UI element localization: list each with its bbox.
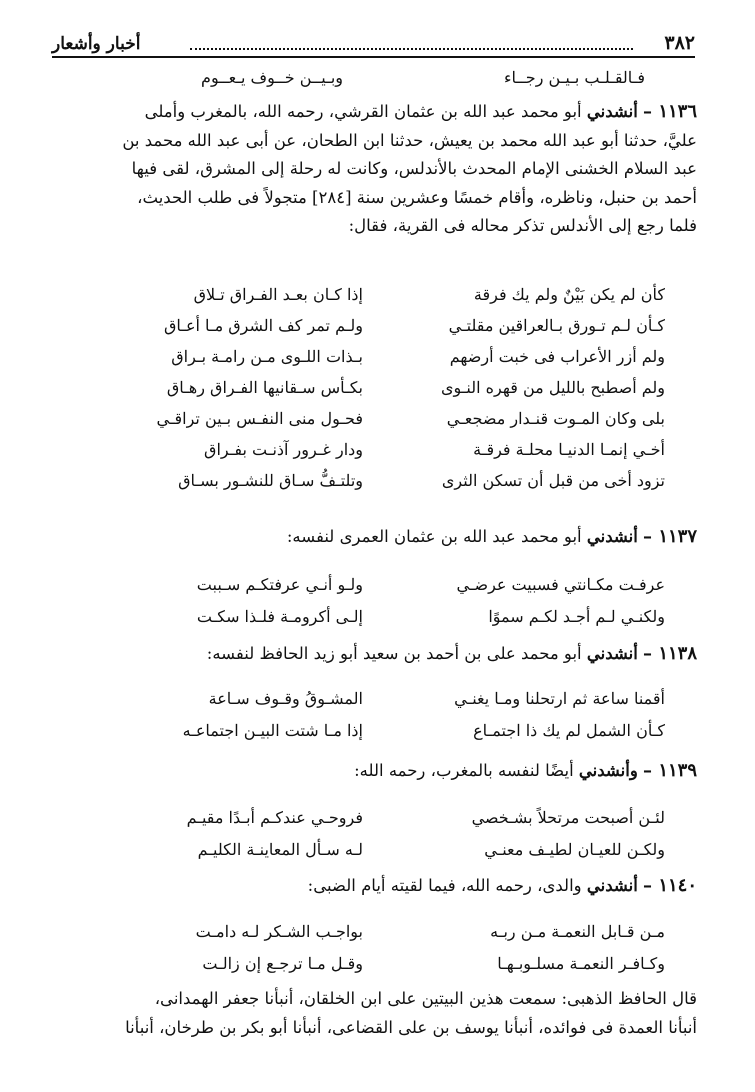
- verse-second-hemistich: إلـى أكرومـة فلـذا سكـت: [196, 607, 363, 626]
- page-number: ٣٨٢: [664, 32, 695, 54]
- verse-second-hemistich: بكـأس سـقانيها الفـراق رهـاق: [166, 378, 363, 397]
- verse-line: [105, 570, 665, 599]
- dotted-leader: [190, 48, 633, 50]
- verse-line: [105, 716, 665, 745]
- verse-second-hemistich: بواجـب الشـكر لـه دامـت: [195, 922, 363, 941]
- verse-first-hemistich: ولم أصطبح بالليل من قهره النـوى: [440, 378, 665, 397]
- entry-1138-poem: [105, 684, 665, 745]
- verse-line: [105, 917, 665, 946]
- verse-line: [105, 466, 665, 495]
- verse-line: [105, 435, 665, 464]
- paragraph-line: عليَّ، حدثنا أبو عبد الله محمد بن يعيش، حدثنا ابن الطحان، عن أبى عبد الله محمد بن: [122, 130, 697, 150]
- entry-lead-word: أنشدني: [586, 102, 638, 121]
- verse-second-hemistich: ولـم تمر كف الشرق مـا أعـاق: [163, 316, 363, 335]
- paragraph-line: قال الحافظ الذهبى: سمعت هذين البيتين على ابن الخلقان، أنبأنا جعفر الهمدانى،: [154, 989, 697, 1008]
- verse-line: [85, 63, 645, 92]
- entry-1140-poem: [105, 917, 665, 978]
- verse-first-hemistich: ولكـن للعيـان لطيـف معنـي: [484, 840, 665, 859]
- verse-line: [105, 311, 665, 340]
- entry-1139-heading: [56, 757, 697, 786]
- entry-1138-heading: [56, 640, 697, 669]
- entry-number: ١١٣٧ –: [643, 526, 697, 547]
- entry-lead-word: أنشدني: [586, 644, 638, 663]
- verse-first-hemistich: كأن لم يكن بَيْنٌ ولم يك فرقة: [473, 285, 665, 304]
- verse-second-hemistich: وقـل مـا ترجـع إن زالـت: [202, 954, 363, 973]
- paragraph-line: ١١٣٧ – أنشدني أبو محمد عبد الله بن عثمان العمرى لنفسه:: [286, 526, 697, 547]
- verse-first-hemistich: كـأن لـم تـورق بـالعراقين مقلتـي: [448, 316, 665, 335]
- top-verse: [85, 63, 645, 92]
- entry-lead-word: وأنشدني: [578, 761, 638, 780]
- verse-line: [105, 280, 665, 309]
- entry-1137-poem: [105, 570, 665, 631]
- paragraph-line: أنبأنا العمدة فى فوائده، أنبأنا يوسف بن على القضاعى، أنبأنا أبو بكر بن طرخان، أنبأنا: [125, 1017, 697, 1037]
- verse-second-hemistich: بـذات اللـوى مـن رامـة بـراق: [171, 347, 363, 366]
- verse-first-hemistich: عرفـت مكـانتي فسبيت عرضـي: [456, 575, 665, 594]
- verse-second-hemistich: لـه سـأل المعاينـة الكليـم: [197, 840, 363, 859]
- verse-second-hemistich: فروحـي عندكـم أبـدًا مقيـم: [186, 808, 363, 827]
- verse-second-hemistich: ودار غـرور آذنـت بفـراق: [204, 440, 363, 459]
- entry-number: ١١٤٠ –: [643, 875, 697, 896]
- paragraph-line: أحمد بن حنبل، وناظره، وأقام خمسًا وعشرين سنة [٢٨٤] متجولاً فى طلب الحديث،: [137, 187, 697, 207]
- verse-first-hemistich: مـن قـابل النعمـة مـن ربـه: [490, 922, 665, 941]
- verse-second-hemistich: إذا كـان بعـد الفـراق تـلاق: [193, 285, 363, 304]
- paragraph-line: ١١٣٨ – أنشدني أبو محمد على بن أحمد بن سعيد أبو زيد الحافظ لنفسه:: [206, 643, 697, 664]
- verse-first-hemistich: كـأن الشمل لم يك ذا اجتمـاع: [473, 721, 665, 740]
- verse-second-hemistich: وبـيــن خــوف يـعــوم: [201, 68, 343, 87]
- entry-1136-poem: [105, 280, 665, 495]
- entry-number: ١١٣٨ –: [643, 643, 697, 664]
- verse-line: [105, 404, 665, 433]
- paragraph-line: فلما رجع إلى الأندلس تذكر محاله فى القرية، فقال:: [348, 216, 697, 235]
- entry-1137-heading: [56, 523, 697, 552]
- verse-line: [105, 373, 665, 402]
- verse-second-hemistich: المشـوقُ وقـوف سـاعة: [208, 689, 363, 708]
- entry-number: ١١٣٩ –: [643, 760, 697, 781]
- verse-first-hemistich: تزود أخى من قبل أن تسكن الثرى: [441, 471, 665, 490]
- verse-first-hemistich: وكـافـر النعمـة مسلـوبـهـا: [497, 954, 665, 973]
- entry-lead-word: أنشدني: [586, 527, 638, 546]
- verse-line: [105, 835, 665, 864]
- verse-second-hemistich: فحـول منى النفـس بـين تراقـي: [156, 409, 363, 428]
- entry-1140-heading: [56, 872, 697, 901]
- verse-first-hemistich: فـالقـلـب بـيـن رجــاء: [504, 68, 645, 87]
- entry-1136-text: [56, 98, 697, 241]
- verse-line: [105, 803, 665, 832]
- verse-first-hemistich: ولكنـي لـم أجـد لكـم سموًا: [488, 607, 665, 626]
- verse-first-hemistich: أقمنا ساعة ثم ارتحلنا ومـا يغنـي: [454, 689, 665, 708]
- verse-first-hemistich: لئـن أصبحت مرتحلاً بشـخصي: [471, 808, 665, 827]
- running-header: [52, 30, 695, 58]
- closing-note: [56, 985, 697, 1042]
- verse-second-hemistich: إذا مـا شتت البيـن اجتماعـه: [182, 721, 363, 740]
- verse-line: [105, 342, 665, 371]
- entry-number: ١١٣٦ –: [643, 101, 697, 122]
- paragraph-line: عبد السلام الخشنى الإمام المحدث بالأندلس، وكانت له رحلة إلى المشرق، لقى فيها: [131, 159, 697, 178]
- paragraph-line: ١١٤٠ – أنشدني والدى، رحمه الله، فيما لقيته أيام الضبى:: [307, 875, 697, 896]
- verse-first-hemistich: ولم أزر الأعراب فى خبت أرضهم: [449, 347, 665, 366]
- verse-first-hemistich: بلى وكان المـوت قنـدار مضجعـي: [446, 409, 665, 428]
- paragraph-line: ١١٣٩ – وأنشدني أيضًا لنفسه بالمغرب، رحمه الله:: [354, 760, 697, 781]
- running-title: أخبار وأشعار: [52, 34, 141, 54]
- verse-second-hemistich: وتلتـفُّ سـاق للنشـور بسـاق: [178, 471, 363, 490]
- verse-line: [105, 684, 665, 713]
- entry-1139-poem: [105, 803, 665, 864]
- paragraph-line: ١١٣٦ – أنشدني أبو محمد عبد الله بن عثمان القرشي، رحمه الله، بالمغرب وأملى: [144, 101, 697, 122]
- verse-first-hemistich: أخـي إنمـا الدنيـا محلـة فرقـة: [473, 440, 665, 459]
- verse-line: [105, 949, 665, 978]
- verse-second-hemistich: ولـو أنـي عرفتكـم سـببت: [196, 575, 363, 594]
- verse-line: [105, 602, 665, 631]
- entry-lead-word: أنشدني: [586, 876, 638, 895]
